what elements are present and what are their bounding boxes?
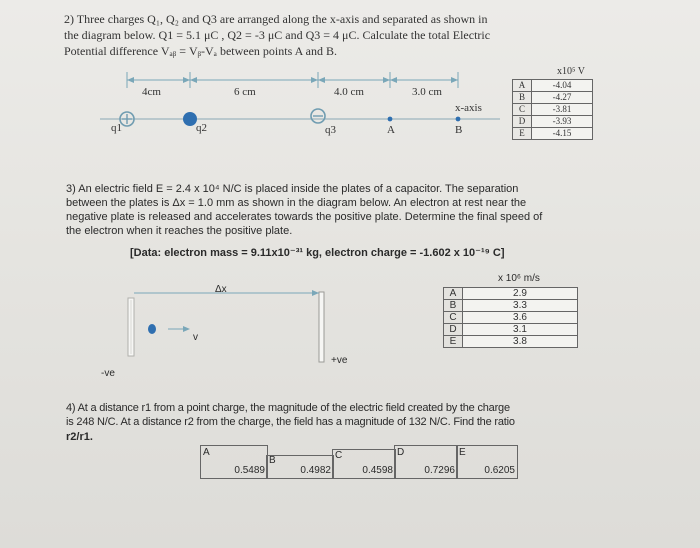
answer-letter: A [444, 288, 463, 300]
velocity-label: v [193, 332, 198, 343]
answer-row[interactable] [444, 288, 578, 300]
problem3-data-line: [Data: electron mass = 9.11x10⁻³¹ kg, electron charge = -1.602 x 10⁻¹⁹ C] [130, 247, 505, 259]
point-a-label: A [387, 124, 395, 136]
option-letter: E [459, 447, 466, 458]
answer-row[interactable] [513, 104, 593, 116]
problem4-line2: is 248 N/C. At a distance r2 from the charge, the field has a magnitude of 132 N/C. Find the ratio [66, 416, 515, 428]
negative-label: -ve [101, 368, 115, 379]
answer-row[interactable] [444, 312, 578, 324]
option-value: 0.7296 [424, 465, 455, 476]
answer-letter: D [513, 116, 532, 128]
option-letter: B [269, 455, 276, 466]
option-letter: A [203, 447, 210, 458]
answer-value: -3.81 [532, 104, 593, 116]
answer-row[interactable] [444, 300, 578, 312]
dim-label-1: 4cm [142, 86, 161, 98]
problem2-line2: the diagram below. Q1 = 5.1 μC , Q2 = -3 μC and Q3 = 4 μC. Calculate the total Electric [64, 28, 491, 42]
problem4-line1: 4) At a distance r1 from a point charge, the magnitude of the electric field created by the charge [66, 402, 510, 414]
problem3-line3: negative plate is released and accelerates towards the positive plate. Determine the final speed of [66, 211, 543, 223]
problem3-answer-table [443, 287, 578, 348]
x-axis-label: x-axis [455, 102, 482, 114]
electron [148, 324, 156, 334]
point-b-dot [456, 117, 461, 122]
q1-label: q1 [111, 122, 122, 134]
point-a-dot [388, 117, 393, 122]
dim-label-3: 4.0 cm [334, 86, 364, 98]
q3-label: q3 [325, 124, 336, 136]
answer-letter: E [444, 336, 463, 348]
dim-label-4: 3.0 cm [412, 86, 442, 98]
answer-letter: B [513, 92, 532, 104]
positive-label: +ve [331, 355, 348, 366]
option-letter: C [335, 450, 343, 461]
answer-row[interactable] [513, 128, 593, 140]
answer-row[interactable] [513, 80, 593, 92]
problem4-answer-grid [200, 445, 517, 479]
gap-label: Δx [215, 284, 227, 295]
answer-row[interactable] [513, 92, 593, 104]
answer-row[interactable] [513, 116, 593, 128]
option-letter: D [397, 447, 405, 458]
charge-diagram [0, 0, 700, 170]
answer-row[interactable] [444, 324, 578, 336]
answer-letter: E [513, 128, 532, 140]
answer-value: 3.1 [463, 324, 578, 336]
dim-label-2: 6 cm [234, 86, 256, 98]
answer-letter: D [444, 324, 463, 336]
problem4-line3: r2/r1. [66, 431, 93, 443]
option-value: 0.4598 [362, 465, 393, 476]
answer-letter: C [513, 104, 532, 116]
problem2-line3: Potential difference Vₐᵦ = Vᵦ-Vₐ between points A and B. [64, 44, 337, 58]
q2-label: q2 [196, 122, 207, 134]
option-value: 0.5489 [234, 465, 265, 476]
problem3-line2: between the plates is Δx = 1.0 mm as shown in the diagram below. An electron at rest near the [66, 197, 527, 209]
option-e-box[interactable] [456, 445, 518, 479]
option-value: 0.4982 [300, 465, 331, 476]
option-d-box[interactable] [394, 445, 458, 479]
answer-value: 2.9 [463, 288, 578, 300]
point-b-label: B [455, 124, 463, 136]
problem2-line1: 2) Three charges Q₁, Q₂ and Q3 are arranged along the x-axis and separated as shown in [64, 12, 488, 26]
problem3-line4: the electron when it reaches the positive plate. [66, 225, 293, 237]
answer-letter: A [513, 80, 532, 92]
answer-value: 3.8 [463, 336, 578, 348]
problem3-answer-unit: x 10⁶ m/s [498, 273, 540, 284]
problem2-answer-table [512, 79, 593, 140]
answer-value: 3.6 [463, 312, 578, 324]
answer-value: -3.93 [532, 116, 593, 128]
answer-letter: B [444, 300, 463, 312]
positive-plate [319, 292, 324, 362]
answer-letter: C [444, 312, 463, 324]
problem2-answer-unit: x10⁵ V [557, 66, 586, 77]
option-a-box[interactable] [200, 445, 268, 479]
option-c-box[interactable] [332, 449, 396, 479]
answer-row[interactable] [444, 336, 578, 348]
problem3-line1: 3) An electric field E = 2.4 x 10⁴ N/C is placed inside the plates of a capacitor. The separation [66, 183, 519, 195]
charge-q2 [183, 112, 197, 126]
answer-value: 3.3 [463, 300, 578, 312]
option-value: 0.6205 [484, 465, 515, 476]
answer-value: -4.27 [532, 92, 593, 104]
answer-value: -4.04 [532, 80, 593, 92]
option-b-box[interactable] [266, 455, 334, 479]
answer-value: -4.15 [532, 128, 593, 140]
